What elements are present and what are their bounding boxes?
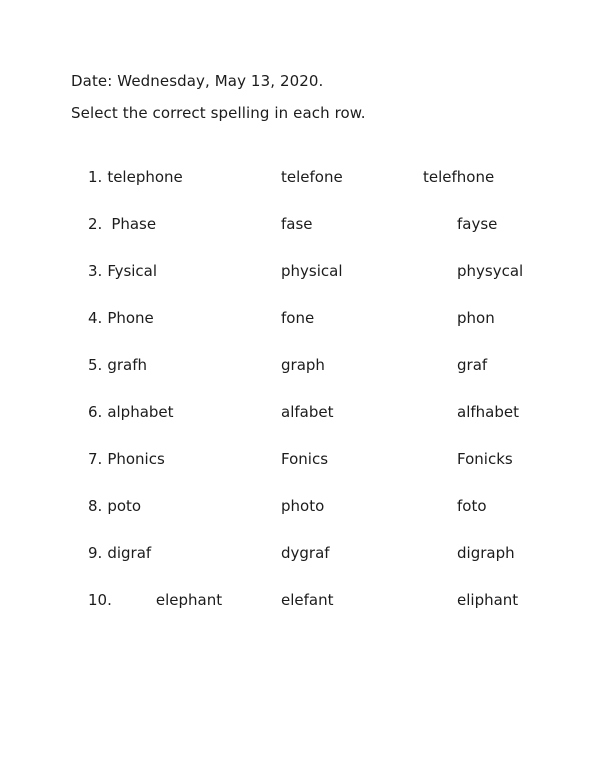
option-1[interactable] [88,165,183,189]
spelling-row [0,494,600,518]
option-text: elephant [155,591,223,609]
spelling-row [0,306,600,330]
option-2[interactable]: physical [281,262,343,280]
row-number: 8. [88,497,103,515]
option-2[interactable]: photo [281,497,325,515]
row-number: 10. [88,591,112,609]
option-3[interactable]: physycal [457,262,524,280]
option-3[interactable]: eliphant [457,591,519,609]
date-line: Date: Wednesday, May 13, 2020. [71,72,324,90]
option-text: telephone [107,168,183,186]
row-number: 7. [88,450,103,468]
option-2[interactable]: fase [281,215,313,233]
option-3[interactable]: phon [457,309,495,327]
option-2[interactable]: dygraf [281,544,330,562]
option-3[interactable]: Fonicks [457,450,513,468]
option-1[interactable] [88,494,141,518]
option-3[interactable]: graf [457,356,488,374]
option-1[interactable] [88,400,174,424]
option-3[interactable]: telefhone [423,168,495,186]
spelling-row [0,400,600,424]
option-1[interactable] [88,541,151,565]
spelling-row [0,165,600,189]
option-text: Phase [111,215,157,233]
option-text: poto [107,497,142,515]
option-2[interactable]: alfabet [281,403,334,421]
spelling-row [0,541,600,565]
option-1[interactable] [88,353,147,377]
option-1[interactable] [88,588,222,612]
option-3[interactable]: foto [457,497,487,515]
instructions: Select the correct spelling in each row. [71,104,366,122]
option-text: digraf [107,544,152,562]
option-1[interactable] [88,259,157,283]
option-text: grafh [107,356,147,374]
spelling-row [0,259,600,283]
row-number: 5. [88,356,103,374]
option-2[interactable]: elefant [281,591,334,609]
spelling-row [0,353,600,377]
option-text: Phonics [107,450,165,468]
row-number: 6. [88,403,103,421]
option-2[interactable]: telefone [281,168,343,186]
row-number: 1. [88,168,103,186]
option-3[interactable]: digraph [457,544,515,562]
row-number: 2. [88,215,103,233]
option-2[interactable]: fone [281,309,315,327]
row-number: 9. [88,544,103,562]
row-number: 3. [88,262,103,280]
spelling-row [0,447,600,471]
option-1[interactable] [88,212,156,236]
option-2[interactable]: Fonics [281,450,329,468]
option-text: Phone [107,309,154,327]
option-text: alphabet [107,403,174,421]
option-3[interactable]: fayse [457,215,498,233]
option-text: Fysical [107,262,158,280]
option-2[interactable]: graph [281,356,325,374]
option-3[interactable]: alfhabet [457,403,519,421]
spelling-row [0,212,600,236]
option-1[interactable] [88,306,154,330]
spelling-row [0,588,600,612]
row-number: 4. [88,309,103,327]
option-1[interactable] [88,447,165,471]
